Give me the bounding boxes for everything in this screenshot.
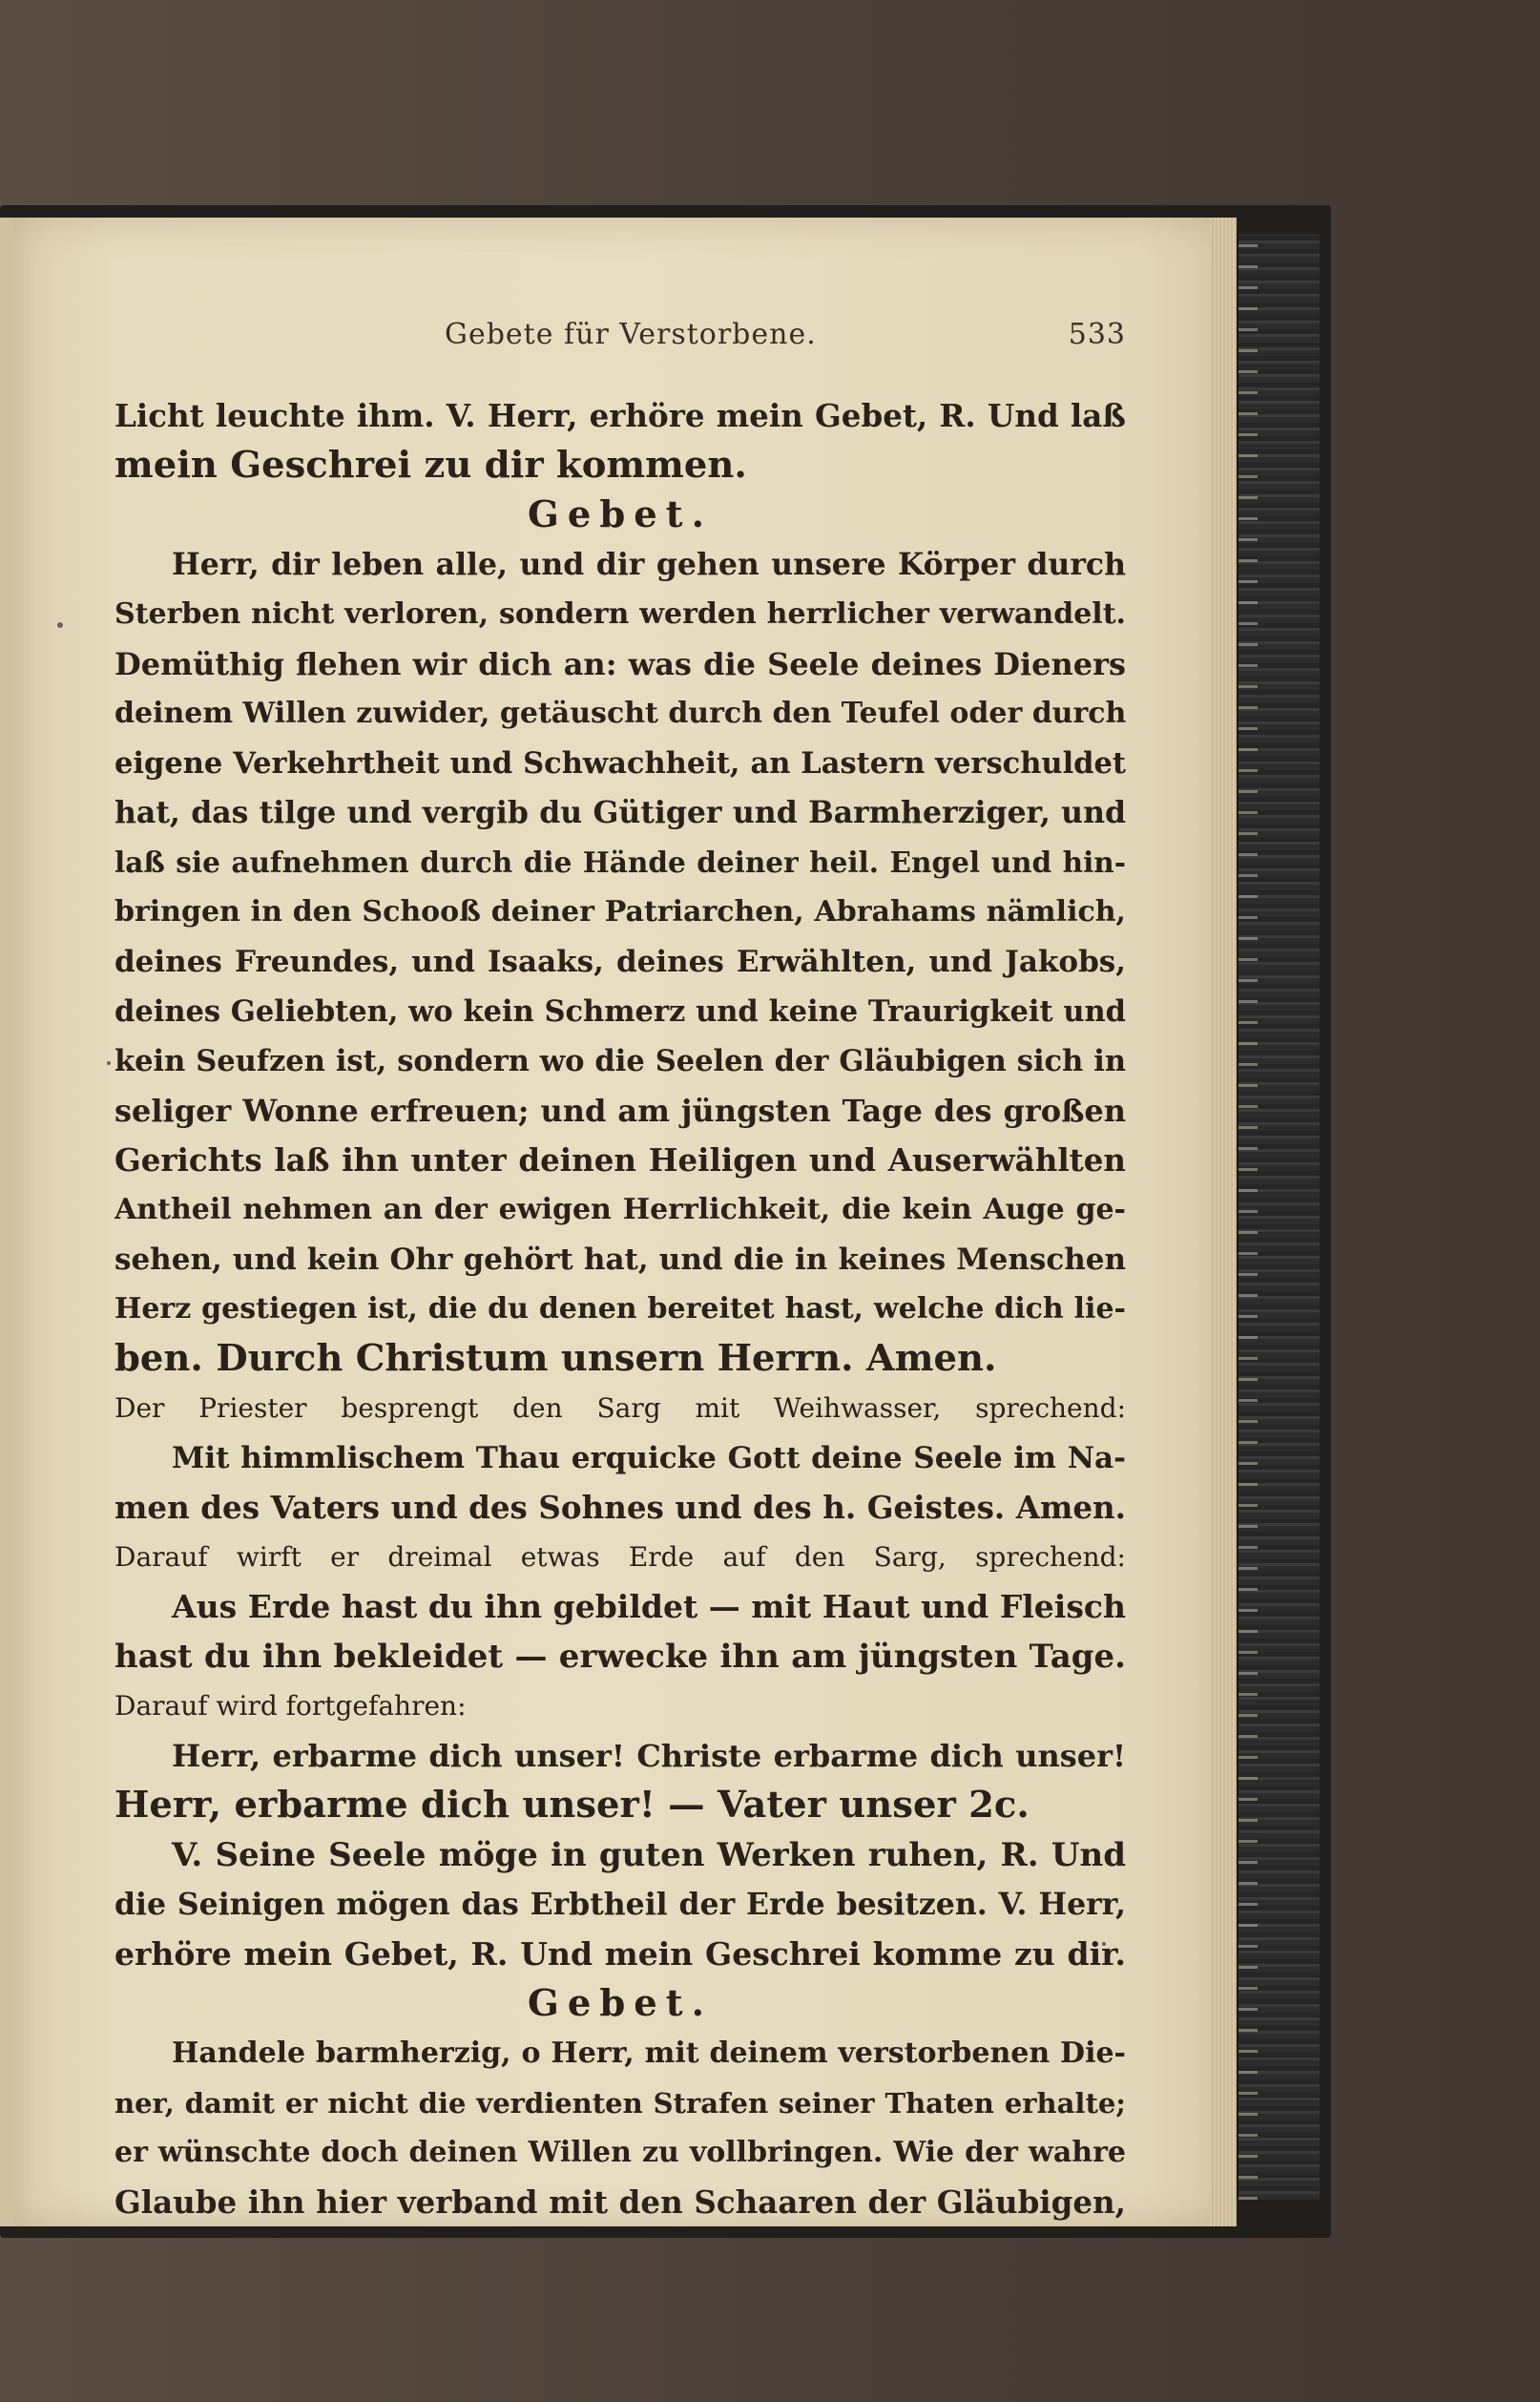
text-line: Glaube ihn hier verband mit den Schaaren der Gläubigen, [114,2183,1126,2221]
ink-speck [57,622,63,628]
text-line: eigene Verkehrtheit und Schwachheit, an Lastern verschuldet [114,746,1126,781]
text-line: laß sie aufnehmen durch die Hände deiner heil. Engel und hin- [114,846,1126,879]
running-header [114,318,1126,356]
text-line: seliger Wonne erfreuen; und am jüngsten Tage des großen [114,1093,1126,1129]
text-line: Herz gestiegen ist, die du denen bereitet hast, welche dich lie- [114,1292,1126,1326]
text-line: Herr, erbarme dich unser! — Vater unser 2c. [114,1784,1030,1827]
text-line: kein Seufzen ist, sondern wo die Seelen der Gläubigen sich in [114,1044,1126,1078]
text-line: hat, das tilge und vergib du Gütiger und Barmherziger, und [114,795,1126,830]
spine-threads [1238,234,1258,2200]
text-line: Sterben nicht verloren, sondern werden herrlicher verwandelt. [114,597,1126,631]
text-line: ner, damit er nicht die verdienten Strafen seiner Thaten erhalte; [114,2087,1126,2120]
text-line: Aus Erde hast du ihn gebildet — mit Haut und Fleisch [172,1588,1126,1625]
prayer-heading: Gebet. [528,493,713,536]
text-line: Demüthig flehen wir dich an: was die Seele deines Dieners [114,646,1126,682]
text-line: men des Vaters und des Sohnes und des h. Geistes. Amen. [114,1489,1126,1526]
text-line: deines Geliebten, wo kein Schmerz und keine Traurigkeit und [114,994,1126,1029]
text-line: Herr, erbarme dich unser! Christe erbarme dich unser! [172,1738,1126,1774]
rubric-line: Der Priester besprengt den Sarg mit Weihwasser, sprechend: [114,1392,1126,1424]
text-line: Gerichts laß ihn unter deinen Heiligen und Auserwählten [114,1141,1126,1179]
text-line: die Seinigen mögen das Erbtheil der Erde besitzen. V. Herr, [114,1887,1126,1922]
text-line: deinem Willen zuwider, getäuscht durch den Teufel oder durch [114,697,1126,730]
text-line: Herr, dir leben alle, und dir gehen unsere Körper durch [172,547,1126,582]
text-line: bringen in den Schooß deiner Patriarchen, Abrahams nämlich, [114,895,1126,929]
text-line: deines Freundes, und Isaaks, deines Erwählten, und Jakobs, [114,945,1126,979]
left-page-edge [0,218,13,2226]
running-title: Gebete für Verstorbene. [445,318,817,351]
text-line: sehen, und kein Ohr gehört hat, und die in keines Menschen [114,1243,1126,1277]
prayer-heading: Gebet. [528,1982,713,2025]
text-line: mein Geschrei zu dir kommen. [114,444,747,487]
text-line: ben. Durch Christum unsern Herrn. Amen. [114,1337,997,1380]
text-line: Antheil nehmen an der ewigen Herrlichkeit, die kein Auge ge- [114,1193,1126,1226]
rubric-line: Darauf wirft er dreimal etwas Erde auf den Sarg, sprechend: [114,1541,1126,1573]
text-line: Licht leuchte ihm. V. Herr, erhöre mein Gebet, R. Und laß [114,397,1126,434]
rubric-line: Darauf wird fortgefahren: [114,1690,467,1722]
text-line: erhöre mein Gebet, R. Und mein Geschrei komme zu dir. [114,1935,1126,1973]
page-stack-edge [1210,218,1237,2226]
body-text [114,391,1126,2227]
text-line: Handele barmherzig, o Herr, mit deinem verstorbenen Die- [172,2036,1126,2070]
ink-speck [107,1061,111,1065]
text-line: er wünschte doch deinen Willen zu vollbringen. Wie der wahre [114,2136,1126,2169]
text-line: Mit himmlischem Thau erquicke Gott deine Seele im Na- [172,1441,1126,1475]
text-line: V. Seine Seele möge in guten Werken ruhen, R. Und [172,1836,1126,1874]
page-number: 533 [1068,318,1126,351]
text-line: hast du ihn bekleidet — erwecke ihn am jüngsten Tage. [114,1638,1126,1676]
